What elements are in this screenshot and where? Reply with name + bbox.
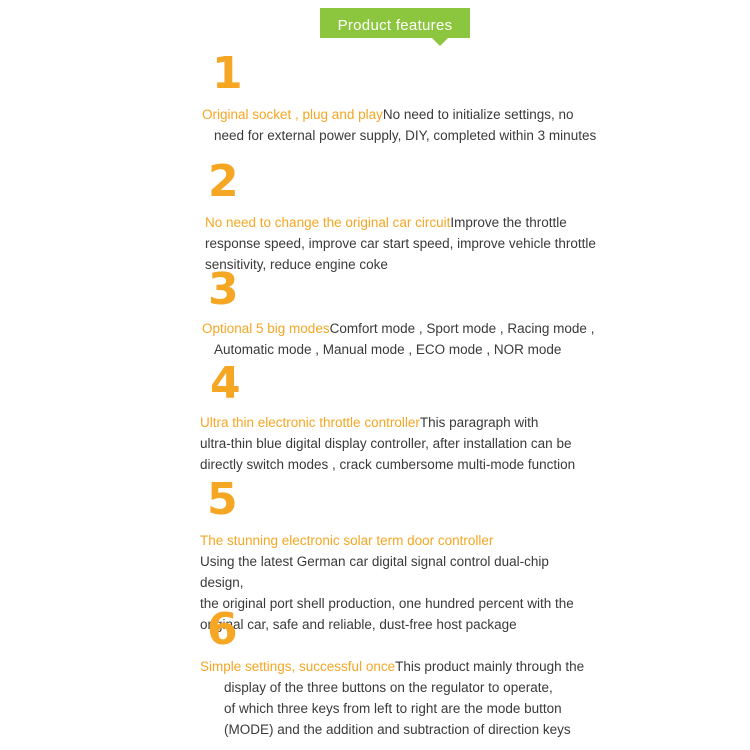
feature-highlight-1: Original socket , plug and play (202, 107, 383, 122)
feature-number-1: 1 (212, 48, 243, 99)
feature-line-3-0: Comfort mode , Sport mode , Racing mode , (329, 321, 595, 336)
feature-line-6-0: This product mainly through the (395, 659, 585, 674)
feature-highlight-3: Optional 5 big modes (202, 321, 330, 336)
feature-line-6-2: of which three keys from left to right are the mode button (224, 701, 562, 716)
feature-number-4: 4 (210, 358, 241, 409)
feature-line-5-2: original car, safe and reliable, dust-free host package (200, 617, 517, 632)
feature-line-2-1: response speed, improve car start speed, improve vehicle throttle (205, 236, 596, 251)
feature-text-1 (202, 104, 602, 146)
page-title: Product features (337, 16, 453, 34)
feature-text-3 (202, 318, 602, 360)
feature-highlight-6: Simple settings, successful once (200, 659, 396, 674)
feature-line-2-0: Improve the throttle (450, 215, 567, 230)
feature-highlight-2: No need to change the original car circuit (205, 215, 451, 230)
feature-line-3-1: Automatic mode , Manual mode , ECO mode , NOR mode (214, 342, 562, 357)
feature-highlight-5: The stunning electronic solar term door controller (200, 533, 494, 548)
product-features-banner (320, 8, 470, 46)
feature-line-6-1: display of the three buttons on the regulator to operate, (224, 680, 553, 695)
feature-line-6-3: (MODE) and the addition and subtraction of direction keys (224, 722, 571, 737)
feature-number-2: 2 (208, 156, 239, 207)
feature-number-6: 6 (207, 604, 238, 655)
feature-text-4 (200, 412, 600, 475)
feature-line-4-1: ultra-thin blue digital display controller, after installation can be (200, 436, 572, 451)
feature-line-2-2: sensitivity, reduce engine coke (205, 257, 388, 272)
feature-text-5 (200, 530, 590, 635)
feature-line-4-0: This paragraph with (419, 415, 539, 430)
feature-line-5-0: Using the latest German car digital signal control dual-chip design, (200, 554, 549, 590)
feature-number-3: 3 (208, 264, 239, 315)
feature-line-1-0: No need to initialize settings, no (382, 107, 574, 122)
feature-line-1-1: need for external power supply, DIY, completed within 3 minutes (214, 128, 597, 143)
feature-line-5-1: the original port shell production, one hundred percent with the (200, 596, 574, 611)
feature-highlight-4: Ultra thin electronic throttle controller (200, 415, 420, 430)
feature-line-4-2: directly switch modes , crack cumbersome multi-mode function (200, 457, 576, 472)
feature-text-6 (200, 656, 590, 740)
feature-number-5: 5 (207, 474, 238, 525)
feature-text-2 (205, 212, 600, 275)
